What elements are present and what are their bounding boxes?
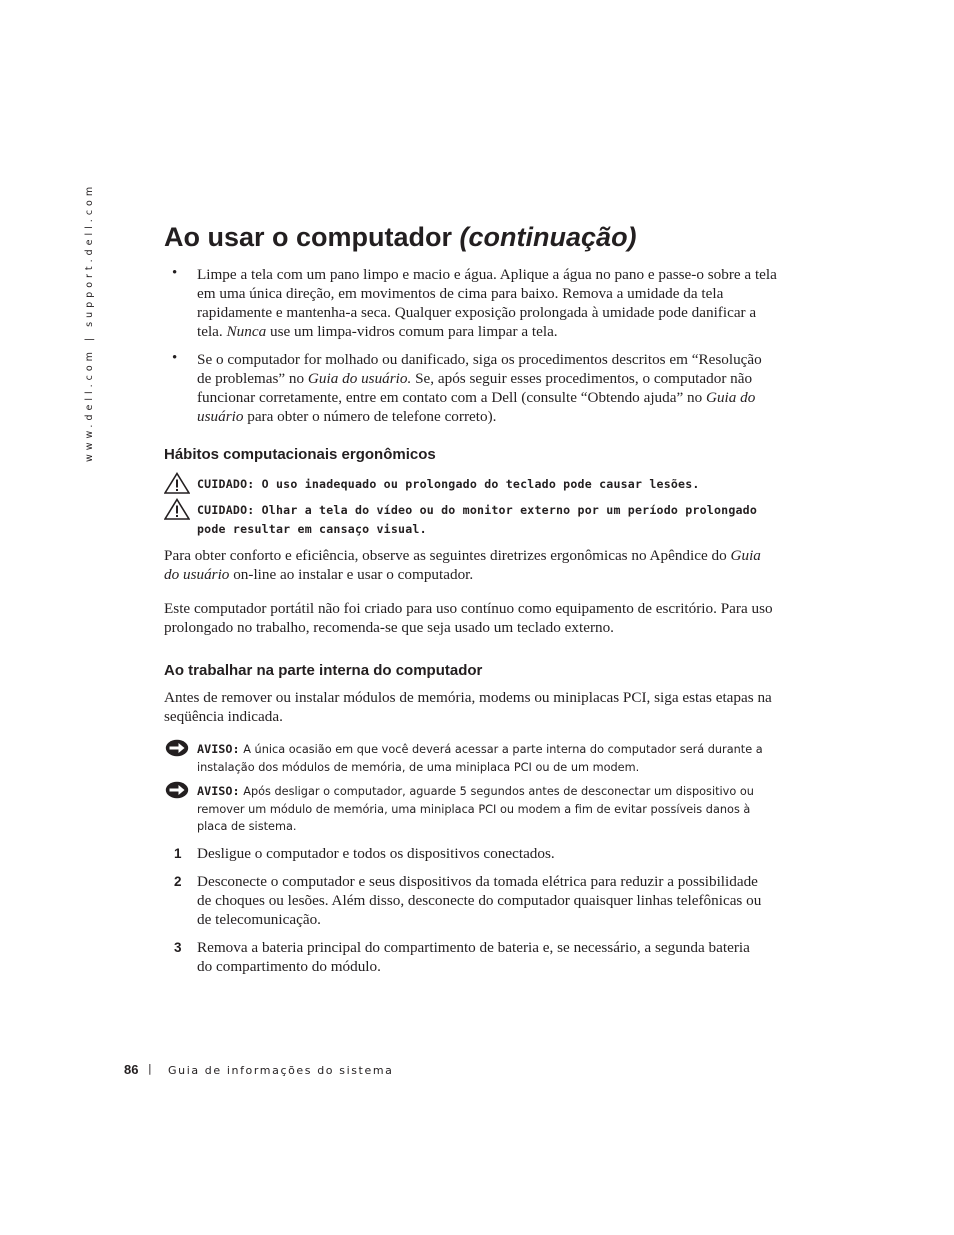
notice-text: Após desligar o computador, aguarde 5 segundos antes de desconectar um dispositivo ou remover um módulo de memória, uma miniplaca PCI ou modem a fim de evitar possíveis danos à placa de sistema.	[197, 785, 754, 833]
portable-use-paragraph: Este computador portátil não foi criado para uso contínuo como equipamento de escritório. Para uso prolongado no trabalho, recomenda-se que seja usado um teclado externo.	[164, 600, 773, 636]
page-title-continuation: (continuação)	[459, 222, 637, 252]
bullet-item-cleaning	[197, 265, 777, 341]
step-number: 3	[174, 940, 182, 955]
footer-guide-title: Guia de informações do sistema	[168, 1064, 394, 1077]
notice-label: AVISO:	[197, 784, 240, 798]
step-number: 1	[174, 846, 182, 861]
section-heading-inside-computer: Ao trabalhar na parte interna do computador	[164, 662, 483, 679]
bullet-text: Limpe a tela com um pano limpo e macio e água. Aplique a água no pano e passe-o sobre a tela em uma única direção, em movimentos de cima para baixo. Remova a umidade da tela rapidamente e mantenha-a seca. Qualquer exposição prolongada à umidade pode danificar a tela.	[197, 266, 777, 340]
bullet-emphasis: Nunca	[226, 323, 267, 340]
warning-triangle-icon	[164, 498, 190, 520]
bullet-emphasis: Guia do usuário.	[307, 370, 412, 387]
notice-wait-before-disconnect	[197, 783, 777, 836]
paragraph-text: Para obter conforto e eficiência, observe as seguintes diretrizes ergonômicas no Apêndice do	[164, 547, 731, 564]
step-number: 2	[174, 874, 182, 889]
step-text: Desligue o computador e todos os dispositivos conectados.	[197, 845, 555, 862]
bullet-text: Se, após seguir esses procedimentos, o computador não funcionar corretamente, entre em contato com a Dell (consulte “Obtendo ajuda” no	[197, 370, 753, 406]
step-text: Desconecte o computador e seus dispositivos da tomada elétrica para reduzir a possibilidade de choques ou lesões. Além disso, desconecte do computador quaisquer linhas telefônicas ou de telecomunicação.	[197, 873, 762, 928]
paragraph-emphasis: Guia do usuário	[164, 547, 761, 583]
bullet-text: para obter o número de telefone correto).	[243, 408, 497, 425]
bullet-marker: •	[172, 265, 178, 281]
bullet-item-damaged	[197, 350, 777, 426]
caution-eyestrain: CUIDADO: Olhar a tela do vídeo ou do monitor externo por um período prolongado pode resultar em cansaço visual.	[197, 503, 758, 536]
section-heading-ergonomics: Hábitos computacionais ergonômicos	[164, 446, 436, 463]
paragraph-text: on-line ao instalar e usar o computador.	[229, 566, 474, 583]
notice-label: AVISO:	[197, 742, 240, 756]
bullet-text: Se o computador for molhado ou danificado, siga os procedimentos descritos em “Resolução de problemas” no	[197, 351, 762, 387]
ergonomics-paragraph	[164, 546, 774, 584]
bullet-emphasis: Guia do usuário	[197, 389, 756, 425]
notice-text: A única ocasião em que você deverá acessar a parte interna do computador será durante a instalação dos módulos de memória, de uma miniplaca PCI ou de um modem.	[197, 743, 763, 774]
inside-computer-intro: Antes de remover ou instalar módulos de memória, modems ou miniplacas PCI, siga estas etapas na seqüência indicada.	[164, 689, 772, 725]
page-number: 86	[124, 1062, 139, 1077]
notice-icon	[165, 739, 189, 757]
page-title-main: Ao usar o computador	[164, 222, 453, 252]
bullet-text: use um limpa-vidros comum para limpar a tela.	[266, 323, 558, 340]
notice-icon	[165, 781, 189, 799]
notice-access-interior	[197, 741, 777, 776]
warning-triangle-icon	[164, 472, 190, 494]
step-text: Remova a bateria principal do compartimento de bateria e, se necessário, a segunda bateria do compartimento do módulo.	[197, 939, 750, 975]
caution-keyboard: CUIDADO: O uso inadequado ou prolongado do teclado pode causar lesões.	[197, 477, 700, 491]
page-title	[164, 222, 637, 253]
side-url: www.dell.com | support.dell.com	[84, 182, 95, 462]
footer-separator: |	[148, 1062, 152, 1075]
bullet-marker: •	[172, 350, 178, 366]
